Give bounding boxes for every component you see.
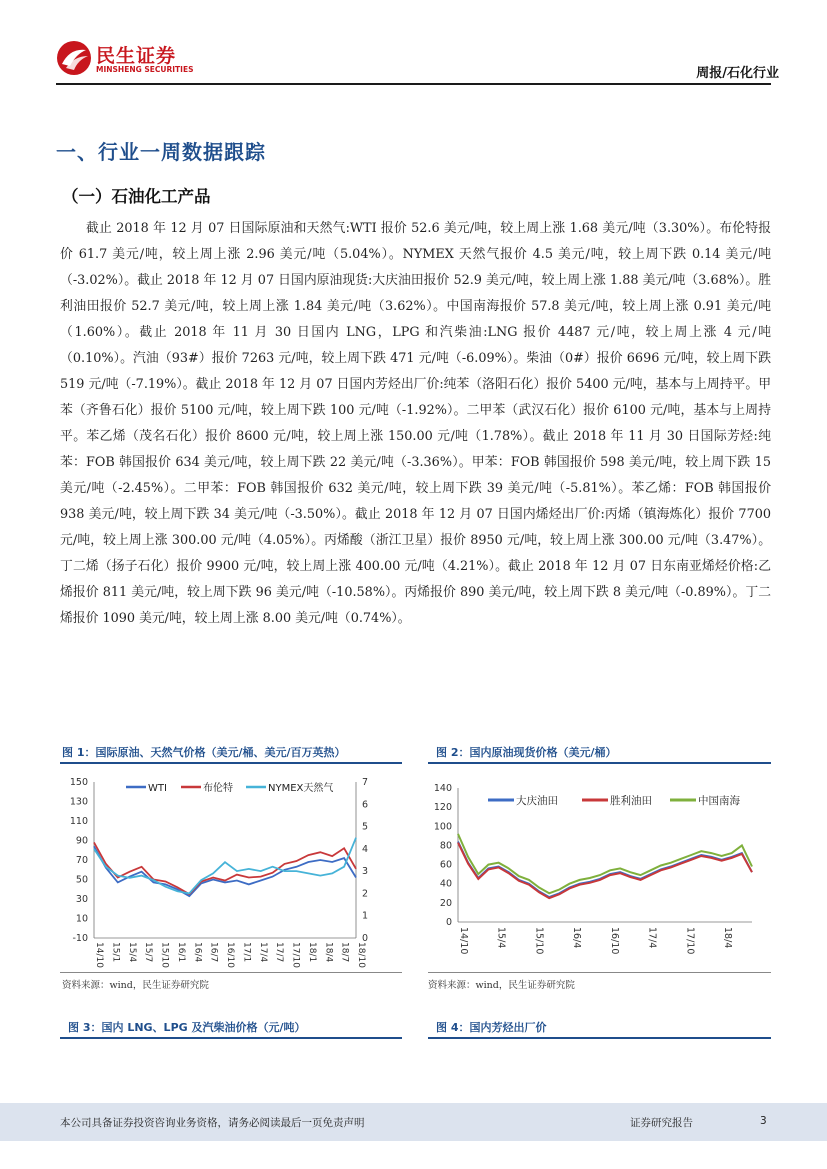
y2-tick-label: 4: [362, 843, 369, 855]
figure-2-source: 资料来源：wind，民生证券研究院: [428, 980, 575, 991]
y-tick-label: 90: [75, 835, 88, 847]
legend-label: 布伦特: [203, 783, 233, 794]
series-line-布伦特: [94, 842, 356, 894]
x-tick-label: 16/7: [208, 942, 219, 963]
y-tick-label: 30: [75, 894, 88, 905]
figure-1-title: 图 1：国际原油、天然气价格（美元/桶、美元/百万英热）: [62, 746, 346, 759]
figure-2-rule: [428, 762, 771, 764]
legend-label: 中国南海: [698, 795, 740, 807]
y2-tick-label: 1: [362, 910, 369, 922]
y-tick-label: 50: [75, 874, 88, 886]
y-tick-label: 70: [75, 855, 88, 866]
header-divider: [56, 83, 771, 85]
brand-logo: [56, 38, 206, 80]
series-line-NYMEX天然气: [94, 838, 356, 894]
y-tick-label: -10: [72, 933, 88, 944]
y2-tick-label: 3: [362, 866, 369, 878]
y2-tick-label: 5: [362, 821, 369, 833]
body-paragraph: 截止 2018 年 12 月 07 日国际原油和天然气:WTI 报价 52.6 美元/吨，较上周上涨 1.68 美元/吨（3.30%）。布伦特报价 61.7 美元/吨，较上周上涨 2.96 美元/吨（5.04%）。NYMEX 天然气报价 4.5 美元/吨，较上周下跌 0.14 美元/吨（-3.02%）。截止 2018 年 12 月 07 日国内原油现货:大庆油田报价 52.9 美元/吨，较上周上涨 1.88 美元/吨（3.68%）。胜利油田报价 52.7 美元/吨，较上周上涨 1.84 美元/吨（3.62%）。中国南海报价 57.8 美元/吨，较上周上涨 0.91 美元/吨（1.60%）。截止 2018 年 11 月 30 日国内 LNG，LPG 和汽柴油:LNG 报价 4487 元/吨，较上周上涨 4 元/吨（0.10%）。汽油（93#）报价 7263 元/吨，较上周下跌 471 元/吨（-6.09%）。柴油（0#）报价 6696 元/吨，较上周下跌 519 元/吨（-7.19%）。截止 2018 年 12 月 07 日国内芳烃出厂价:纯苯（洛阳石化）报价 5400 元/吨，基本与上周持平。甲苯（齐鲁石化）报价 5100 元/吨，较上周下跌 100 元/吨（-1.92%）。二甲苯（武汉石化）报价 6100 元/吨，基本与上周持平。苯乙烯（茂名石化）报价 8600 元/吨，较上周上涨 150.00 元/吨（1.78%）。截止 2018 年 11 月 30 日国际芳烃:纯苯：FOB 韩国报价 634 美元/吨，较上周下跌 22 美元/吨（-3.36%）。甲苯：FOB 韩国报价 598 美元/吨，较上周下跌 15 美元/吨（-2.45%）。二甲苯：FOB 韩国报价 632 美元/吨，较上周下跌 39 美元/吨（-5.81%）。苯乙烯：FOB 韩国报价 938 美元/吨，较上周下跌 34 美元/吨（-3.50%）。截止 2018 年 12 月 07 日国内烯烃出厂价:丙烯（镇海炼化）报价 7700 元/吨，较上周上涨 300.00 元/吨（4.05%）。丙烯酸（浙江卫星）报价 8950 元/吨，较上周上涨 300.00 元/吨（3.47%）。丁二烯（扬子石化）报价 9900 元/吨，较上周上涨 400.00 元/吨（4.21%）。截止 2018 年 12 月 07 日东南亚烯烃价格:乙烯报价 811 美元/吨，较上周下跌 96 美元/吨（-10.58%）。丙烯报价 890 美元/吨，较上周下跌 8 美元/吨（-0.89%）。丁二烯报价 1090 美元/吨，较上周上涨 8.00 美元/吨（0.74%）。: [60, 221, 771, 626]
x-tick-label: 14/10: [458, 927, 469, 955]
x-tick-label: 17/10: [290, 942, 301, 968]
x-tick-label: 16/10: [608, 927, 620, 955]
y2-tick-label: 2: [362, 888, 369, 900]
x-tick-label: 16/4: [192, 942, 203, 963]
figure-4-rule: [428, 1037, 771, 1039]
section-heading: 一、行业一周数据跟踪: [56, 140, 266, 164]
y-tick-label: 100: [433, 821, 452, 833]
x-tick-label: 18/10: [356, 942, 366, 968]
y-tick-label: 80: [439, 840, 452, 852]
series-line-胜利油田: [458, 843, 752, 899]
legend-label: NYMEX天然气: [268, 783, 334, 794]
x-tick-label: 15/1: [110, 942, 121, 963]
y2-tick-label: 0: [362, 933, 369, 944]
x-tick-label: 15/4: [495, 927, 507, 949]
x-tick-label: 18/1: [306, 942, 317, 963]
legend-label: 大庆油田: [516, 795, 558, 807]
figure-4-title: 图 4：国内芳烃出厂价: [436, 1021, 547, 1034]
report-type-label: 周报/石化行业: [696, 66, 779, 81]
x-tick-label: 14/10: [94, 942, 104, 968]
x-tick-label: 16/4: [571, 927, 583, 949]
figure-2-title: 图 2：国内原油现货价格（美元/桶）: [436, 746, 617, 759]
y2-tick-label: 7: [362, 777, 369, 788]
y-tick-label: 10: [75, 913, 88, 925]
figure-1-source: 资料来源：wind，民生证券研究院: [62, 980, 209, 991]
x-tick-label: 15/4: [126, 942, 137, 963]
x-tick-label: 17/1: [241, 942, 252, 963]
figure-1-rule: [60, 762, 402, 764]
x-tick-label: 18/7: [339, 942, 350, 963]
figure-1-bottom-rule: [60, 972, 402, 973]
figure-2-bottom-rule: [428, 972, 771, 973]
footer-report-label: 证券研究报告: [630, 1117, 693, 1129]
y-tick-label: 140: [433, 783, 452, 794]
y-tick-label: 0: [445, 917, 452, 928]
page-number: 3: [760, 1115, 767, 1127]
x-tick-label: 15/7: [143, 942, 154, 963]
subsection-heading: （一）石油化工产品: [62, 187, 211, 206]
figure-2-chart: [424, 770, 764, 970]
legend-label: 胜利油田: [610, 795, 652, 807]
legend-label: WTI: [148, 783, 167, 794]
x-tick-label: 18/4: [722, 927, 733, 949]
y-tick-label: 20: [439, 897, 452, 909]
y-tick-label: 150: [69, 777, 88, 788]
y-tick-label: 130: [69, 796, 88, 808]
series-line-中国南海: [458, 834, 752, 893]
y-tick-label: 60: [439, 859, 452, 871]
y-tick-label: 110: [69, 816, 88, 827]
logo-en-text: MINSHENG SECURITIES: [96, 65, 194, 74]
x-tick-label: 16/10: [225, 942, 235, 968]
figure-3-title: 图 3：国内 LNG、LPG 及汽柴油价格（元/吨）: [68, 1021, 306, 1034]
x-tick-label: 15/10: [159, 942, 170, 968]
x-tick-label: 18/4: [323, 942, 334, 963]
y-tick-label: 120: [433, 802, 452, 814]
footer-disclaimer: 本公司具备证券投资咨询业务资格，请务必阅读最后一页免责声明: [60, 1117, 365, 1129]
x-tick-label: 17/10: [684, 927, 696, 955]
y-tick-label: 40: [439, 878, 452, 890]
x-tick-label: 17/4: [646, 927, 658, 949]
figure-1-chart: [56, 770, 386, 970]
x-tick-label: 16/1: [175, 942, 186, 963]
x-tick-label: 17/4: [257, 942, 268, 963]
figure-3-rule: [60, 1037, 402, 1039]
y2-tick-label: 6: [362, 799, 369, 811]
x-tick-label: 17/7: [274, 942, 285, 963]
x-tick-label: 15/10: [533, 927, 545, 955]
logo-emblem-icon: [56, 40, 92, 76]
logo-cn-text: 民生证券: [96, 45, 177, 67]
